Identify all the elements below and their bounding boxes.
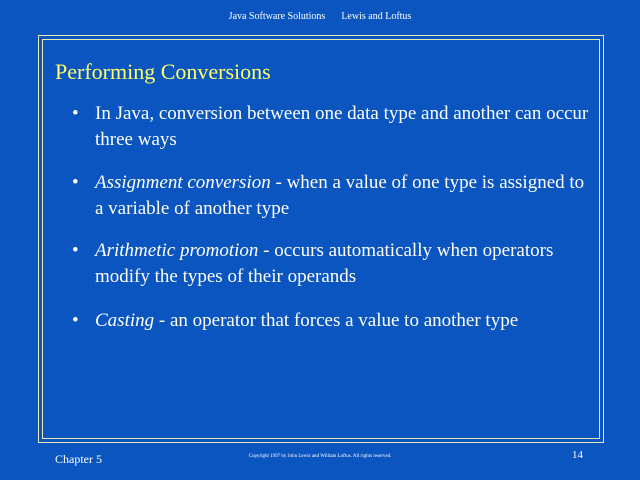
footer-chapter: Chapter 5 (55, 452, 102, 466)
bullet-text: In Java, conversion between one data type and another can occur three ways (95, 103, 589, 150)
bullet-text: an operator that forces a value to another type (169, 310, 519, 331)
bullet-term: Arithmetic promotion (95, 240, 259, 261)
bullet-separator: - (154, 310, 170, 331)
footer-page-number: 14 (572, 449, 583, 461)
header-book-title: Java Software Solutions (228, 11, 326, 22)
slide-title: Performing Conversions (55, 59, 271, 84)
header-authors: Lewis and Loftus (341, 11, 412, 22)
bullet-term: Assignment conversion (95, 172, 271, 193)
footer-copyright: Copyright 1997 by John Lewis and William Loftus. All rights reserved. (248, 454, 392, 459)
bullet-separator: - (258, 240, 275, 261)
bullet-term: Casting (95, 310, 155, 331)
bullet-separator: - (270, 172, 287, 193)
bullet-item (72, 238, 592, 290)
bullet-item (72, 101, 592, 153)
bullet-item (72, 308, 592, 334)
bullet-dot-icon: • (72, 310, 79, 331)
bullet-dot-icon: • (72, 172, 79, 193)
bullet-dot-icon: • (72, 103, 79, 124)
bullet-item (72, 170, 592, 222)
bullet-dot-icon: • (72, 240, 79, 261)
bullet-text: occurs automatically when operators modify the types of their operands (95, 240, 554, 287)
bullet-text: when a value of one type is assigned to a variable of another type (95, 172, 585, 219)
